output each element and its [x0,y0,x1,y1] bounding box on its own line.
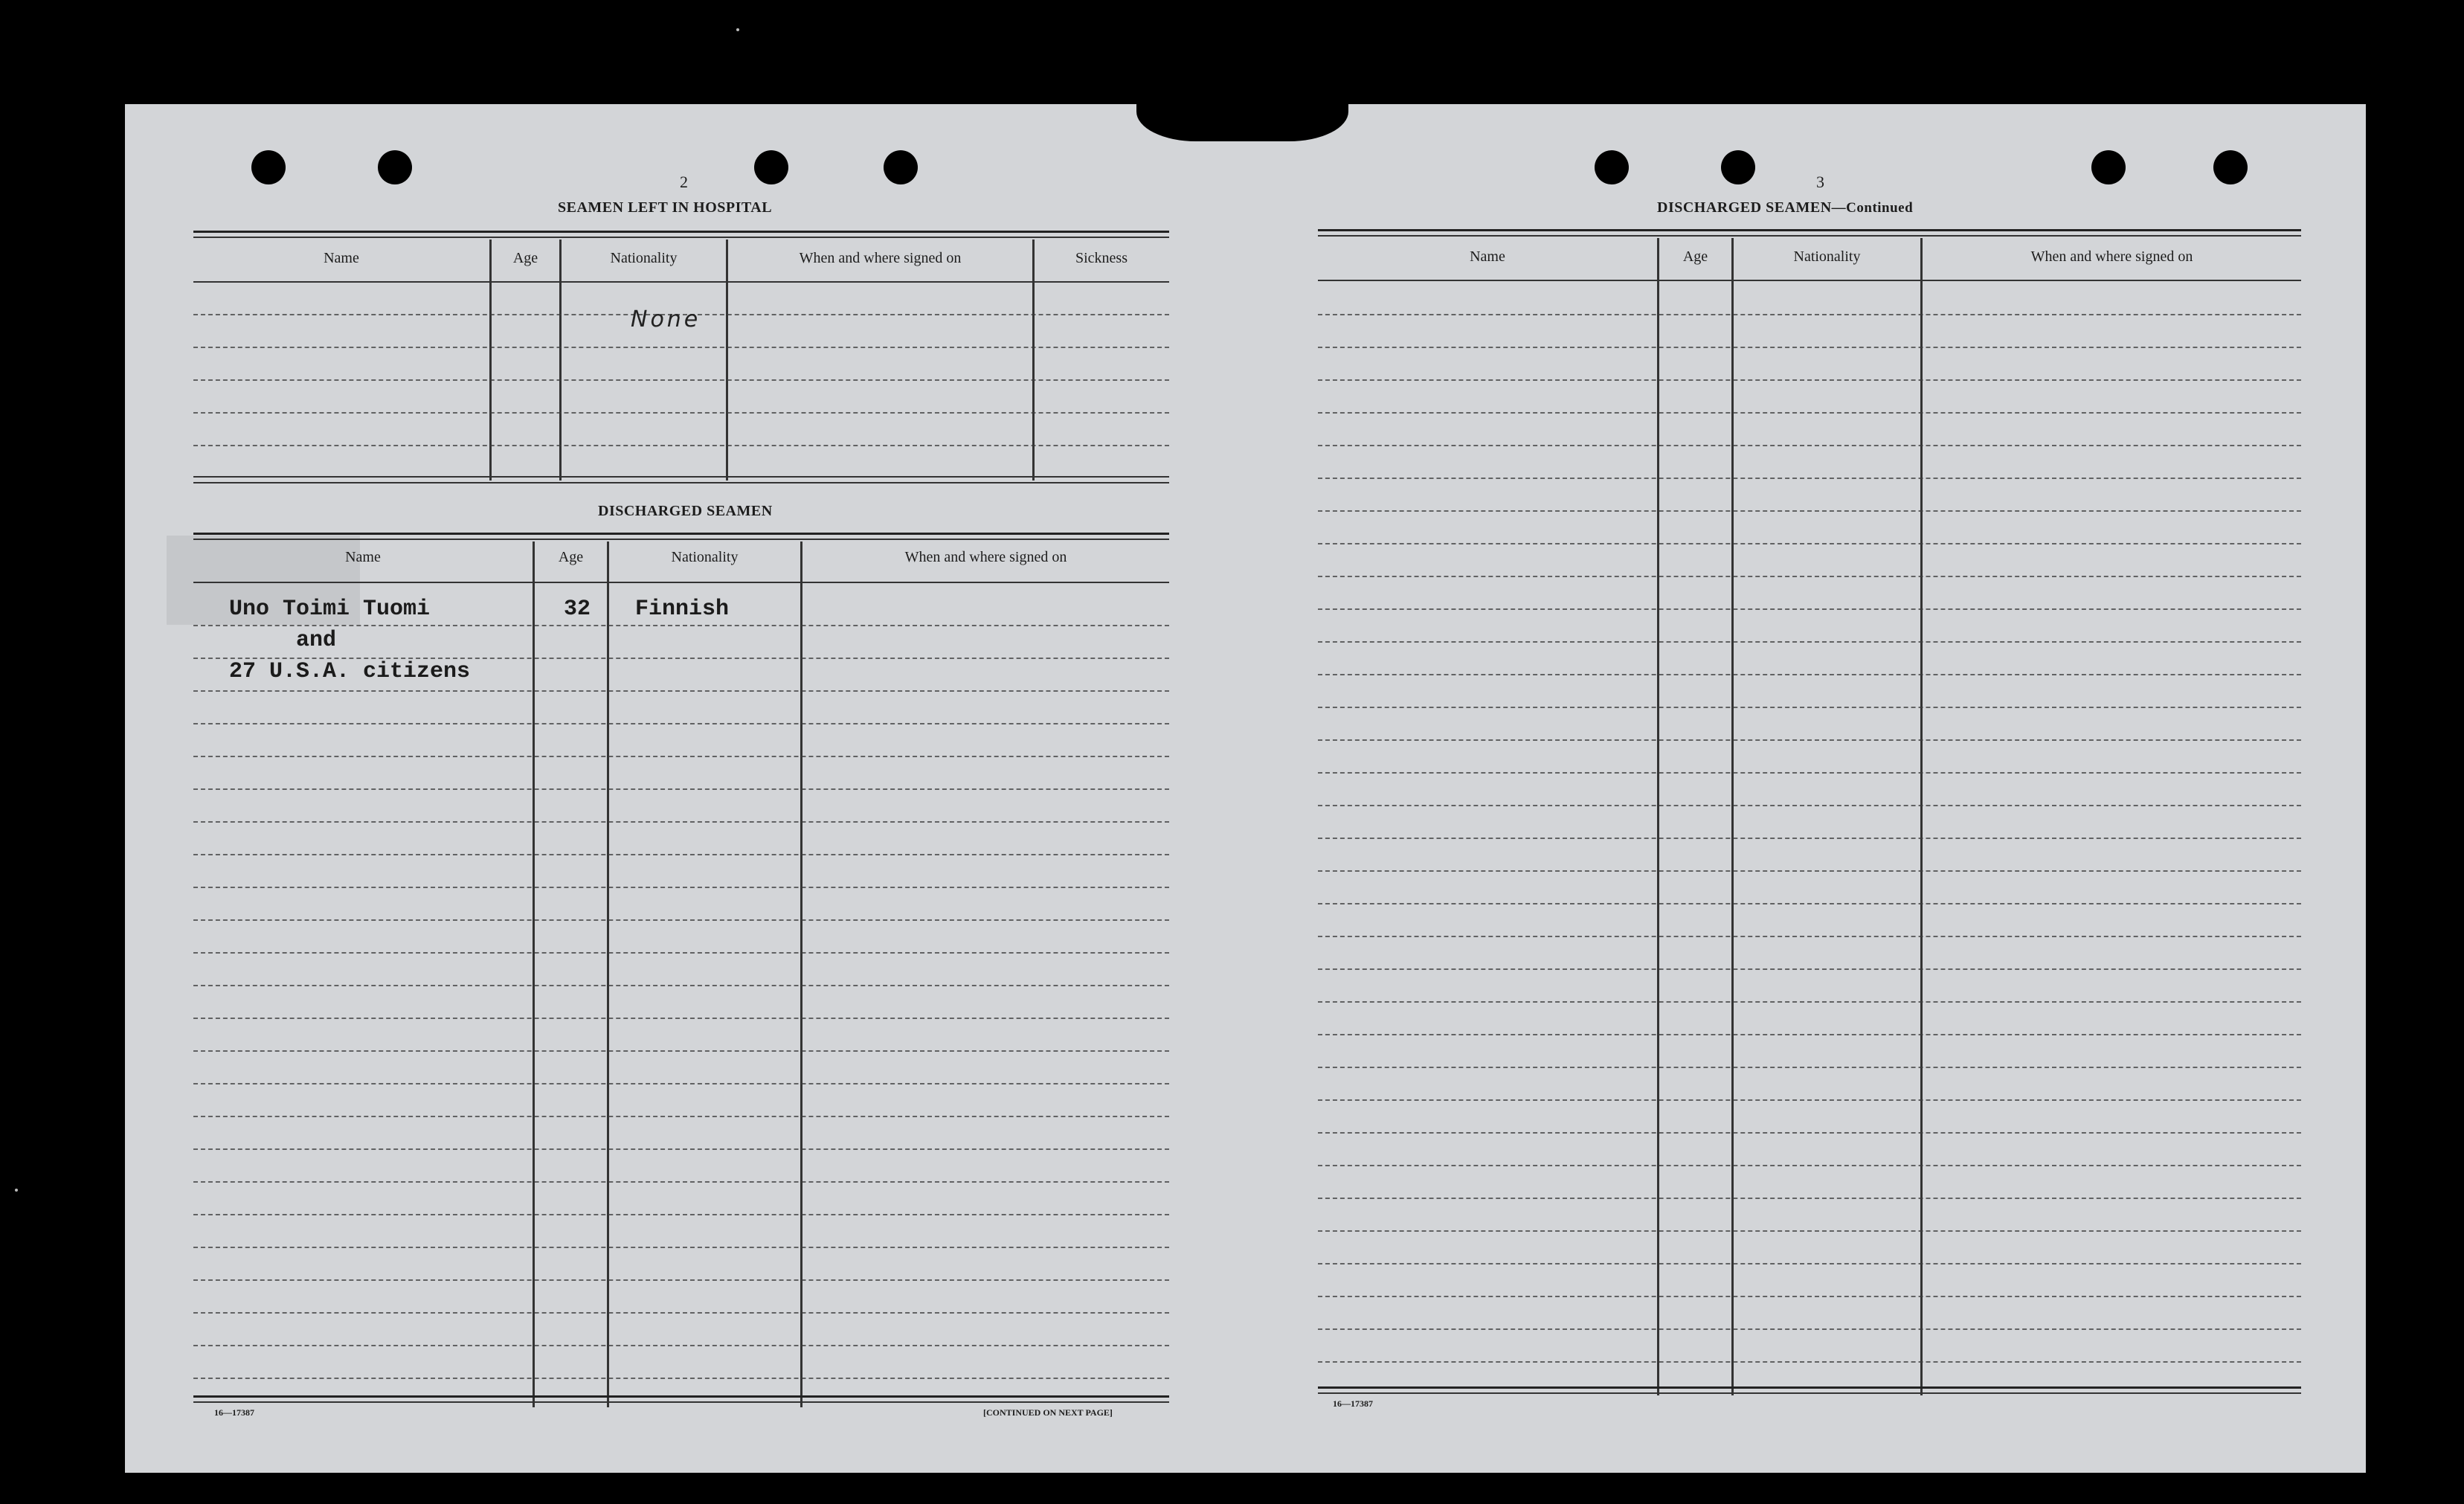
row-line [193,1378,1169,1379]
hospital-col-signed-on: When and where signed on [799,250,962,266]
row-line [1318,379,2301,381]
punch-hole [884,150,918,184]
row-line [1318,1099,2301,1101]
row-line [1318,1328,2301,1330]
torn-edge [1136,95,1348,141]
typed-seaman-nationality: Finnish [635,597,730,622]
row-line [1318,412,2301,414]
row-line [1318,805,2301,806]
row-line [193,625,1169,626]
row-line [193,854,1169,855]
hospital-col-age: Age [512,250,538,266]
table-rule [193,539,1169,540]
row-line [1318,1361,2301,1363]
row-line [193,690,1169,692]
punch-hole [2091,150,2126,184]
column-divider [607,541,609,1407]
row-line [1318,1067,2301,1068]
row-line [1318,772,2301,774]
row-line [193,1018,1169,1019]
table-rule [1318,229,2301,231]
row-line [1318,347,2301,348]
continued-col-age: Age [1682,248,1708,265]
row-line [193,1083,1169,1084]
row-line [1318,510,2301,512]
document-sheet [125,104,2366,1473]
row-line [1318,1165,2301,1166]
row-line [1318,1198,2301,1199]
row-line [1318,739,2301,741]
row-line [193,347,1169,348]
hospital-col-sickness: Sickness [1075,250,1128,266]
table-rule [193,1401,1169,1403]
discharged-col-age: Age [558,549,584,565]
table-rule [1318,1386,2301,1389]
row-line [1318,543,2301,544]
row-line [193,985,1169,986]
row-line [193,1214,1169,1215]
table-rule [193,1395,1169,1398]
row-line [1318,1296,2301,1297]
row-line [193,756,1169,757]
hospital-col-name: Name [324,250,359,266]
row-line [1318,608,2301,610]
row-line [193,1181,1169,1183]
row-line [1318,936,2301,937]
handwritten-none: None [631,306,701,332]
typed-and: and [296,628,337,653]
punch-hole [1721,150,1755,184]
table-rule [1318,1392,2301,1394]
form-number-left: 16—17387 [214,1407,254,1418]
hospital-col-nationality: Nationality [610,250,678,266]
discharged-section-title: DISCHARGED SEAMEN [598,503,773,519]
table-rule [1318,280,2301,281]
row-line [193,445,1169,446]
table-rule [193,582,1169,583]
hospital-section-title: SEAMEN LEFT IN HOSPITAL [558,199,773,216]
page-number-left: 2 [680,173,688,191]
table-rule [193,281,1169,283]
discharged-continued-title-suffix: —Continued [1831,200,1914,216]
row-line [1318,1034,2301,1035]
row-line [1318,707,2301,708]
punch-hole [754,150,788,184]
row-line [193,1312,1169,1314]
row-line [1318,445,2301,446]
row-line [193,821,1169,823]
row-line [193,788,1169,790]
form-number-right: 16—17387 [1333,1398,1373,1409]
table-rule [193,476,1169,478]
row-line [1318,1001,2301,1003]
row-line [193,1345,1169,1346]
typed-citizens-count: 27 U.S.A. citizens [229,659,471,684]
punch-hole [1595,150,1629,184]
scan-speck [736,28,739,31]
column-divider [800,541,802,1407]
row-line [193,887,1169,888]
table-rule [193,237,1169,238]
row-line [1318,478,2301,479]
table-rule [193,482,1169,483]
row-line [193,952,1169,954]
row-line [1318,641,2301,643]
row-line [1318,968,2301,970]
page-number-right: 3 [1816,173,1824,191]
row-line [193,1116,1169,1117]
column-divider [533,541,535,1407]
punch-hole [378,150,412,184]
row-line [1318,1263,2301,1264]
row-line [1318,870,2301,872]
row-line [193,379,1169,381]
typed-seaman-name: Uno Toimi Tuomi [229,597,431,622]
row-line [193,1279,1169,1281]
row-line [193,1247,1169,1248]
punch-hole [2213,150,2248,184]
row-line [1318,903,2301,904]
table-rule [1318,235,2301,237]
table-rule [193,231,1169,233]
continued-col-nationality: Nationality [1793,248,1861,265]
row-line [1318,838,2301,839]
typed-seaman-age: 32 [564,597,591,622]
discharged-continued-title-main: DISCHARGED SEAMEN [1657,199,1832,216]
table-rule [193,533,1169,535]
row-line [193,1148,1169,1150]
discharged-continued-title [1657,199,1913,216]
row-line [193,723,1169,724]
continued-col-signed-on: When and where signed on [2030,248,2193,265]
continued-note: [CONTINUED ON NEXT PAGE] [983,1407,1113,1418]
continued-col-name: Name [1470,248,1505,265]
row-line [1318,1132,2301,1134]
row-line [1318,314,2301,315]
row-line [1318,1230,2301,1232]
punch-hole [251,150,286,184]
row-line [1318,576,2301,577]
row-line [193,919,1169,921]
row-line [193,1050,1169,1052]
discharged-col-signed-on: When and where signed on [904,549,1067,565]
scan-speck [15,1189,18,1192]
row-line [193,412,1169,414]
discharged-col-nationality: Nationality [671,549,739,565]
row-line [1318,674,2301,675]
discharged-col-name: Name [345,549,381,565]
